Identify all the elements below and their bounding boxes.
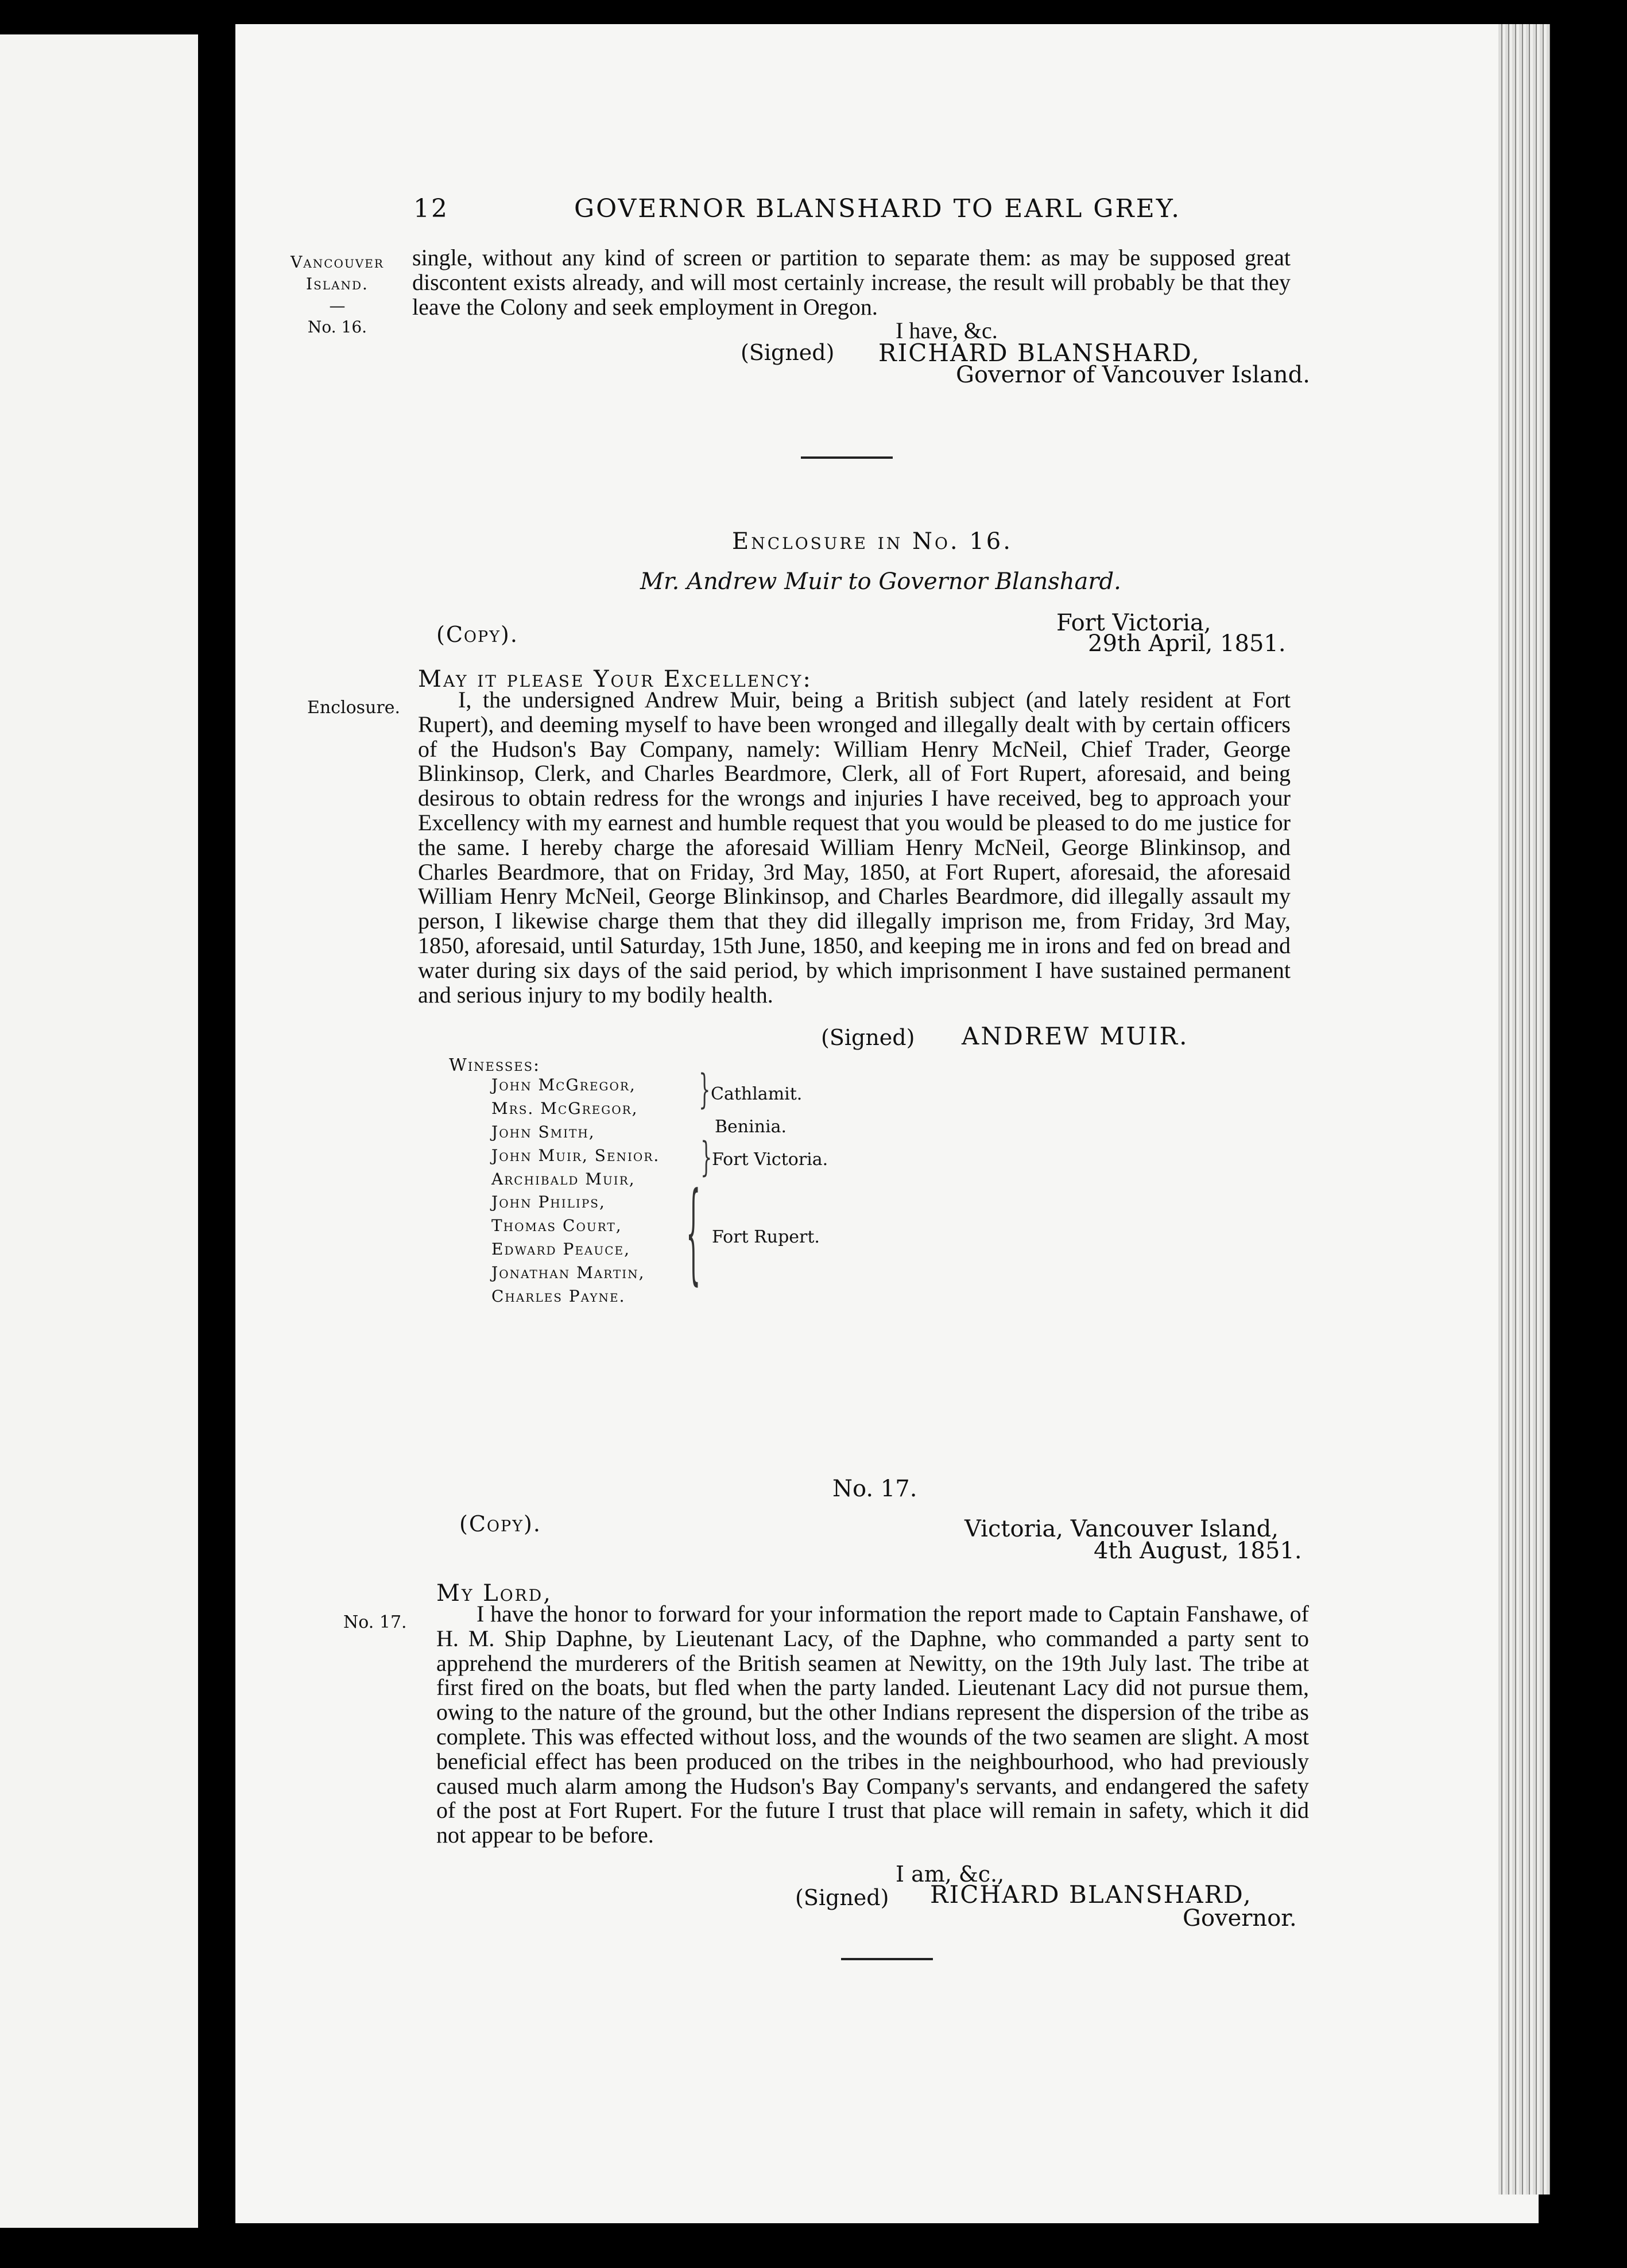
letter17-signed: (Signed) [795,1885,889,1910]
enclosure-subheading: Mr. Andrew Muir to Governor Blanshard. [640,568,1121,595]
margin-note-no16 [287,251,388,338]
letter17-place: Victoria, Vancouver Island, [964,1516,1279,1542]
margin-no17: No. 17. [343,1612,407,1632]
witness-name: Mrs. McGregor, [491,1098,638,1118]
section-rule-1 [801,456,893,459]
section-rule-2 [841,1958,933,1960]
letter17-date: 4th August, 1851. [1094,1538,1302,1564]
letter16-signed: (Signed) [741,340,835,365]
letter17-signer-title: Governor. [1183,1905,1297,1932]
witness-name: Charles Payne. [491,1286,626,1306]
enclosure-salutation: May it please Your Excellency: [418,666,812,692]
letter17-closing: I am, &c., [896,1861,1005,1887]
enclosure-place: Fort Victoria, [1056,610,1211,636]
witness-name: John McGregor, [491,1075,636,1094]
margin-vancouver: Vancouver [290,253,384,272]
enclosure-signed: (Signed) [821,1025,915,1050]
letter17-signer: RICHARD BLANSHARD, [930,1880,1252,1909]
page-edges [1498,24,1550,2195]
place-fort-rupert: Fort Rupert. [712,1227,820,1247]
margin-island: Island. [306,274,369,293]
margin-enclosure: Enclosure. [307,698,401,718]
letter17-salutation: My Lord, [436,1580,552,1607]
witness-name: Thomas Court, [491,1216,622,1236]
witness-name: Jonathan Martin, [491,1263,645,1282]
facing-page [0,34,198,2228]
running-title: GOVERNOR BLANSHARD TO EARL GREY. [574,194,1181,223]
enclosure-date: 29th April, 1851. [1088,630,1286,657]
letter17-heading: No. 17. [832,1476,917,1502]
margin-dash: — [329,296,346,315]
enclosure-heading: Enclosure in No. 16. [732,528,1013,555]
letter17-copy: (Copy). [459,1511,541,1536]
enclosure-paragraph: I, the undersigned Andrew Muir, being a British subject (and lately resident at Fort Rupert), and deeming myself to have been wronged and illegally dealt with by certain officers of the Hudson's Bay Company, namely: William Henry McNeil, Chief Trader, George Blinkinsop, Clerk, and Charles Beardmore, Clerk, all of Fort Rupert, aforesaid, and being desirous to obtain redress for the wrongs and injuries I have received, beg to approach your Excellency with my earnest and humble request that you would be pleased to do me justice for the same. I hereby charge the aforesaid William Henry McNeil, George Blinkinsop, and Charles Beardmore, that on Friday, 3rd May, 1850, at Fort Rupert, aforesaid, the aforesaid William Henry McNeil, George Blinkinsop, and Charles Beardmore, did illegally assault my person, I likewise charge them that they did illegally imprison me, from Friday, 3rd May, 1850, aforesaid, until Saturday, 15th June, 1850, and keeping me in irons and fed on bread and water during six days of the said period, by which imprisonment I have sustained permanent and serious injury to my bodily health. [418,687,1291,1008]
witness-list [491,1074,681,1309]
witnesses-label: Winesses: [449,1055,541,1075]
brace-fort-rupert: { [686,1168,701,1296]
witness-name: John Philips, [491,1193,606,1212]
witness-name: Edward Peauce, [491,1240,631,1259]
place-beninia: Beninia. [715,1117,787,1137]
brace-fort-victoria: } [700,1133,712,1181]
letter17-paragraph: I have the honor to forward for your information the report made to Captain Fanshawe, of H. M. Ship Daphne, by Lieutenant Lacy, of the Daphne, who commanded a party sent to apprehend the murderers of the British seamen at Newitty, on the 19th July last. The tribe at first fired on the boats, but fled when the party landed. Lieutenant Lacy did not pursue them, owing to the nature of the ground, but the other Indians represent the dispersion of the tribe as complete. This was effected without loss, and the wounds of the two seamen are slight. A most beneficial effect has been produced on the tribes in the neighbourhood, who had previously caused much alarm among the Hudson's Bay Company's servants, and endangered the safety of the post at Fort Rupert. For the future I trust that place will remain in safety, which it did not appear to be before. [436,1601,1309,1848]
enclosure-signer: ANDREW MUIR. [962,1022,1189,1050]
letter16-signer-title: Governor of Vancouver Island. [956,362,1310,388]
place-cathlamit: Cathlamit. [711,1084,803,1104]
brace-cathlamit: } [699,1066,711,1113]
place-fort-victoria: Fort Victoria. [712,1150,828,1170]
margin-no16: No. 16. [307,318,367,337]
witness-name: John Smith, [491,1122,595,1141]
letter16-paragraph: single, without any kind of screen or partition to separate them: as may be supposed great discontent exists already, and will most certainly increase, the result will probably be that they leave the Colony and seek employment in Oregon. [412,245,1291,320]
letter16-signer: RICHARD BLANSHARD, [878,339,1200,367]
page-number: 12 [413,194,449,223]
witness-name: John Muir, Senior. [491,1145,660,1165]
letter16-closing: I have, &c. [896,318,998,343]
enclosure-copy: (Copy). [436,622,518,647]
witness-name: Archibald Muir, [491,1169,636,1189]
